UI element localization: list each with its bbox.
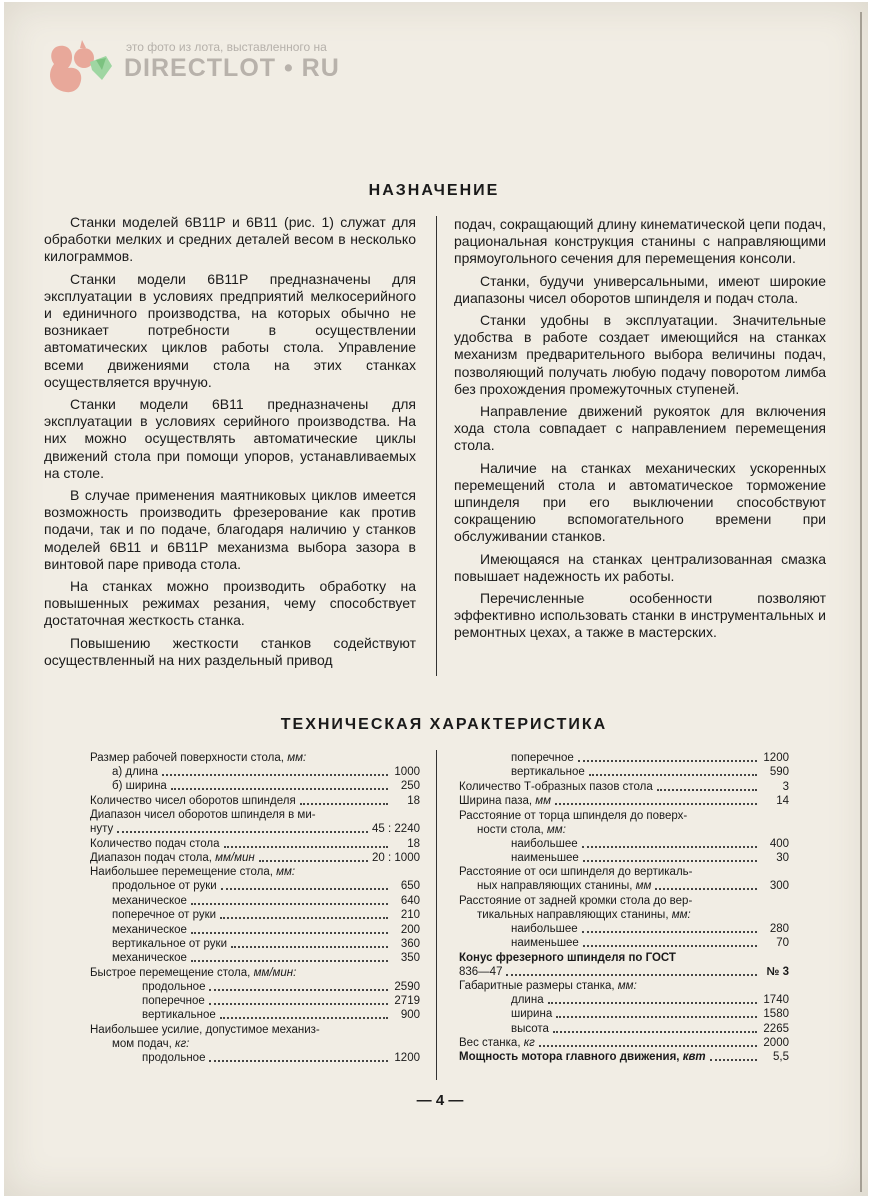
spec-row: 836—47 № 3	[459, 965, 789, 978]
paragraph: На станках можно производить обработку на повышенных режимах резания, чему способствует достаточная жесткость станка.	[44, 578, 416, 629]
spec-heading: Расстояние от торца шпинделя до поверх-	[459, 809, 688, 822]
spec-row: наименьшее 70	[511, 937, 789, 950]
spec-row: Количество подач стола 18	[90, 837, 420, 850]
spec-row: поперечное 1200	[511, 752, 789, 764]
paragraph: Повышению жесткости станков содействуют осуществленный на них раздельный привод	[44, 634, 416, 668]
spec-row: а) длина 1000	[112, 766, 420, 778]
spec-heading: Наибольшее перемещение стола, мм:	[90, 866, 296, 879]
watermark	[44, 36, 364, 96]
spec-row: наибольшее 400	[511, 837, 789, 850]
spec-heading: Наибольшее усилие, допустимое механиз-	[90, 1023, 320, 1036]
paragraph: Имеющаяся на станках централизованная смазка повышает надежность их работы.	[454, 550, 826, 584]
purpose-left-column	[44, 214, 416, 674]
spec-row: продольное от руки 650	[112, 880, 420, 893]
spec-heading: Расстояние от оси шпинделя до вертикаль-	[459, 866, 693, 879]
spec-row: длина 1740	[511, 993, 789, 1006]
spec-row: наибольшее 280	[511, 922, 789, 935]
spec-row: высота 2265	[511, 1022, 789, 1035]
document-page	[4, 2, 868, 1196]
spec-heading: Быстрое перемещение стола, мм/мин:	[90, 966, 297, 979]
spec-row: нуту 45 : 2240	[90, 823, 420, 836]
spec-heading: Расстояние от задней кромки стола до вер-	[459, 894, 693, 907]
paragraph: Наличие на станках механических ускоренных перемещений стола и автоматическое торможение шпинделя при его выключении способствуют сокращению вспомогательного времени при обслуживании станков.	[454, 459, 826, 545]
spec-row: Мощность мотора главного движения, квт 5,5	[459, 1051, 789, 1064]
spec-heading: Размер рабочей поверхности стола, мм:	[90, 752, 307, 764]
specs-left-column	[90, 752, 420, 1066]
spec-row: ных направляющих станины, мм 300	[477, 880, 789, 893]
paragraph-continuation: подач, сокращающий длину кинематической цепи подач, рациональная конструкция станины с направляющими прямоугольного сечения для перемещения консоли.	[454, 216, 826, 267]
paragraph: Направление движений рукояток для включения хода стола совпадает с направлением перемещения стола.	[454, 403, 826, 454]
spec-heading: Диапазон чисел оборотов шпинделя в ми-	[90, 809, 316, 822]
watermark-caption: это фото из лота, выставленного на	[126, 40, 327, 54]
column-divider	[436, 216, 437, 676]
spec-row: вертикальное от руки 360	[112, 937, 420, 950]
spec-row: механическое 350	[112, 952, 420, 965]
spec-row: б) ширина 250	[112, 780, 420, 793]
spec-heading: ности стола, мм:	[477, 823, 566, 836]
paragraph: Станки моделей 6В11Р и 6В11 (рис. 1) служат для обработки мелких и средних деталей весом в несколько килограммов.	[44, 214, 416, 265]
paragraph: Станки модели 6В11 предназначены для эксплуатации в условиях серийного производства. На них можно осуществлять автоматические циклы движений стола при помощи упоров, устанавливаемых на столе.	[44, 396, 416, 481]
spec-row: механическое 640	[112, 894, 420, 907]
paragraph: Станки удобны в эксплуатации. Значительные удобства в работе создает имеющийся на станках механизм предварительного выбора величины подач, позволяющий получать любую подачу поворотом лимба без прохождения промежуточных ступеней.	[454, 312, 826, 397]
spec-row: поперечное от руки 210	[112, 909, 420, 922]
spec-heading: Габаритные размеры станка, мм:	[459, 979, 637, 992]
spec-heading: Конус фрезерного шпинделя по ГОСТ	[459, 951, 676, 964]
spec-row: вертикальное 900	[142, 1009, 420, 1022]
spec-row: механическое 200	[112, 923, 420, 936]
spec-row: вертикальное 590	[511, 766, 789, 779]
spec-row: ширина 1580	[511, 1008, 789, 1021]
page-number: — 4 —	[416, 1092, 464, 1109]
spec-row: продольное 2590	[142, 980, 420, 993]
paragraph: Перечисленные особенности позволяют эффективно использовать станки в инструментальных и ремонтных цехах, а также в мастерских.	[454, 590, 826, 641]
specs-right-column	[459, 752, 789, 1066]
spec-heading: тикальных направляющих станины, мм:	[477, 908, 691, 921]
spec-row: Ширина паза, мм 14	[459, 795, 789, 808]
section-title-specs: ТЕХНИЧЕСКАЯ ХАРАКТЕРИСТИКА	[280, 716, 608, 733]
page-edge-shadow	[860, 12, 862, 1192]
spec-row: продольное 1200	[142, 1051, 420, 1064]
spec-row: поперечное 2719	[142, 995, 420, 1008]
section-title-purpose: НАЗНАЧЕНИЕ	[368, 182, 500, 199]
squirrel-logo-icon	[44, 36, 116, 96]
spec-row: наименьшее 30	[511, 851, 789, 864]
watermark-brand: DIRECTLOT • RU	[124, 54, 340, 82]
column-divider	[436, 750, 437, 1080]
paragraph: Станки, будучи универсальными, имеют широкие диапазоны чисел оборотов шпинделя и подач стола.	[454, 272, 826, 306]
paragraph: Станки модели 6В11Р предназначены для эксплуатации в условиях предприятий мелкосерийного и единичного производства, на которых обычно не возникает потребности в осуществлении автоматических циклов работы стола. Управление всеми движениями стола на этих станках осуществляется вручную.	[44, 270, 416, 390]
spec-row: Вес станка, кг 2000	[459, 1037, 789, 1050]
spec-row: Диапазон подач стола, мм/мин 20 : 1000	[90, 851, 420, 864]
paragraph: В случае применения маятниковых циклов имеется возможность производить фрезерование как против подачи, так и по подаче, благодаря наличию у станков моделей 6В11 и 6В11Р механизма выбора зазора в винтовой паре привода стола.	[44, 487, 416, 572]
spec-row: Количество чисел оборотов шпинделя 18	[90, 794, 420, 807]
purpose-right-column	[454, 216, 826, 647]
spec-row: Количество Т-образных пазов стола 3	[459, 780, 789, 793]
spec-heading: мом подач, кг:	[112, 1037, 190, 1050]
